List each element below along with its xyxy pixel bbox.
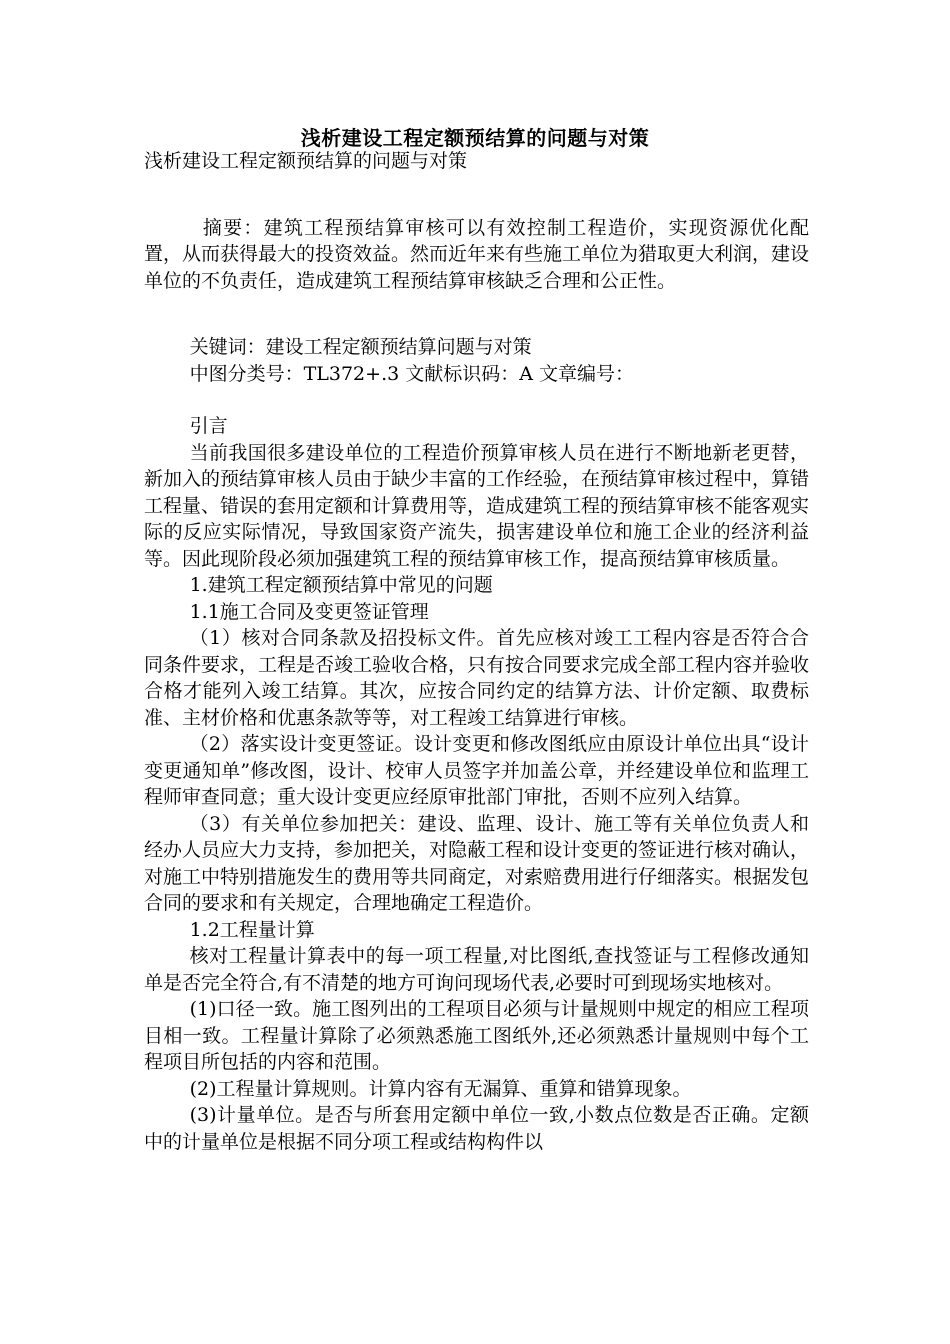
document-body	[144, 148, 809, 1155]
intro-paragraph: 当前我国很多建设单位的工程造价预算审核人员在进行不断地新老更替，新加入的预结算审核人员由于缺少丰富的工作经验，在预结算审核过程中，算错工程量、错误的套用定额和计算费用等，造成建筑工程的预结算审核不能客观实际的反应实际情况，导致国家资产流失，损害建设单位和施工企业的经济利益等。因此现阶段必须加强建筑工程的预结算审核工作，提高预结算审核质量。	[144, 441, 810, 570]
abstract-paragraph: 摘要：建筑工程预结算审核可以有效控制工程造价，实现资源优化配置，从而获得最大的投资效益。然而近年来有些施工单位为猎取更大利润，建设单位的不负责任，造成建筑工程预结算审核缺乏合理和公正性。	[144, 216, 810, 292]
intro-heading: 引言	[189, 415, 228, 437]
section-heading-1-2: 1.2工程量计算	[189, 918, 315, 941]
keywords-line: 关键词：建设工程定额预结算问题与对策	[189, 336, 532, 358]
document-title: 浅析建设工程定额预结算的问题与对策	[300, 126, 650, 150]
paragraph-units-check: （3）有关单位参加把关：建设、监理、设计、施工等有关单位负责人和经办人员应大力支持，参加把关，对隐蔽工程和设计变更的签证进行核对确认，对施工中特别措施发生的费用等共同商定，对索赔费用进行仔细落实。根据发包合同的要求和有关规定，合理地确定工程造价。	[144, 812, 810, 914]
paragraph-quantity: 核对工程量计算表中的每一项工程量,对比图纸,查找签证与工程修改通知单是否完全符合,有不清楚的地方可询问现场代表,必要时可到现场实地核对。	[144, 945, 809, 994]
classification-line: 中图分类号：TL372+.3 文献标识码：A 文章编号：	[189, 362, 634, 385]
section-heading-1-1: 1.1施工合同及变更签证管理	[189, 600, 429, 623]
paragraph-units: (3)计量单位。是否与所套用定额中单位一致,小数点位数是否正确。定额中的计量单位是根据不同分项工程或结构构件以	[144, 1104, 809, 1153]
section-heading-1: 1.建筑工程定额预结算中常见的问题	[189, 574, 493, 596]
paragraph-scope: (1)口径一致。施工图列出的工程项目必须与计量规则中规定的相应工程项目相一致。工程量计算除了必须熟悉施工图纸外,还必须熟悉计量规则中每个工程项目所包括的内容和范围。	[144, 998, 809, 1073]
document-subtitle: 浅析建设工程定额预结算的问题与对策	[144, 150, 468, 172]
paragraph-rules: (2)工程量计算规则。计算内容有无漏算、重算和错算现象。	[189, 1077, 692, 1100]
paragraph-contract: （1）核对合同条款及招投标文件。首先应核对竣工工程内容是否符合合同条件要求，工程是否竣工验收合格，只有按合同要求完成全部工程内容并验收合格才能列入竣工结算。其次，应按合同约定的结算方法、计价定额、取费标准、主材价格和优惠条款等等，对工程竣工结算进行审核。	[144, 627, 810, 729]
paragraph-design-change: （2）落实设计变更签证。设计变更和修改图纸应由原设计单位出具“设计变更通知单”修改图，设计、校审人员签字并加盖公章，并经建设单位和监理工程师审查同意；重大设计变更应经原审批部门审批，否则不应列入结算。	[144, 733, 809, 808]
